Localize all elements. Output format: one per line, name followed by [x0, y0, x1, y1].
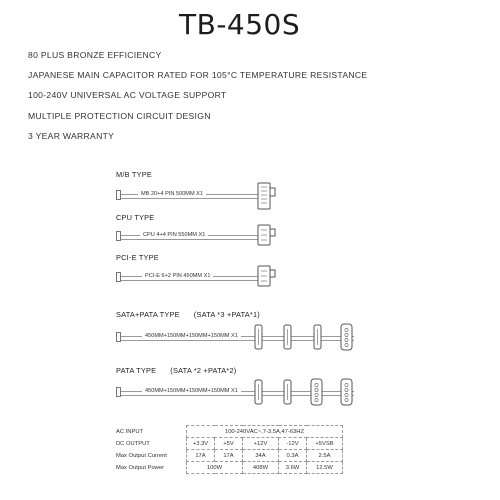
sata-connector-icon [313, 324, 323, 350]
cable-plug [116, 332, 121, 342]
pcie-type-heading: PCI-E TYPE [116, 253, 159, 262]
ac-input-value: 100-240VAC~,7-3.5A,47-63HZ [187, 426, 343, 438]
molex-connector-icon [310, 378, 324, 406]
pata-title: PATA TYPE [116, 366, 157, 375]
sata-connector-icon [283, 324, 293, 350]
current-cell: 2.5A [307, 450, 343, 462]
current-cell: 17A [187, 450, 215, 462]
cpu-cable [116, 231, 258, 241]
sata-pata-cable-label: 450MM+150MM+150MM+150MM X1 [142, 333, 241, 339]
table-row [116, 438, 343, 450]
sata-pata-title: SATA+PATA TYPE [116, 310, 180, 319]
power-cell: 3.6W [279, 462, 307, 474]
table-row [116, 426, 343, 438]
pata-cable-label: 450MM+150MM+150MM+150MM X1 [142, 388, 241, 394]
sata-connector-icon [254, 324, 264, 350]
dc-rail: -12V [279, 438, 307, 450]
feature-item: 100-240V UNIVERSAL AC VOLTAGE SUPPORT [28, 90, 227, 101]
pata-type-heading [116, 366, 236, 375]
mb-cable [116, 190, 258, 200]
mb-24pin-connector-icon [257, 182, 277, 210]
pcie-cable-label: PCI-E 6+2 PIN 450MM X1 [142, 273, 213, 279]
sata-pata-subtitle: (SATA *3 +PATA*1) [193, 310, 260, 319]
dc-rail: +12V [243, 438, 279, 450]
table-row [116, 450, 343, 462]
product-title: TB-450S [179, 8, 301, 41]
power-cell: 408W [243, 462, 279, 474]
feature-list [28, 49, 367, 150]
dc-output-label: DC OUTPUT [116, 440, 150, 447]
sata-connector-icon [254, 379, 264, 405]
cpu-cable-label: CPU 4+4 PIN 550MM X1 [140, 232, 208, 238]
power-cell: 100W [187, 462, 243, 474]
cable-plug [116, 231, 121, 241]
pcie-cable [116, 272, 258, 282]
ac-input-label: AC INPUT [116, 428, 144, 435]
feature-item: 3 YEAR WARRANTY [28, 130, 115, 141]
mb-cable-label: MB 20+4 PIN 500MM X1 [138, 191, 206, 197]
sata-connector-icon [283, 379, 293, 405]
feature-item: MULTIPLE PROTECTION CIRCUIT DESIGN [28, 110, 211, 121]
current-cell: 17A [215, 450, 243, 462]
max-current-label: Max Output Current [116, 452, 167, 459]
feature-item: 80 PLUS BRONZE EFFICIENCY [28, 50, 162, 60]
molex-connector-icon [340, 323, 354, 351]
pcie-8pin-connector-icon [257, 265, 277, 289]
feature-item: JAPANESE MAIN CAPACITOR RATED FOR 105°C TEMPERATURE RESISTANCE [28, 70, 368, 81]
cpu-type-heading: CPU TYPE [116, 213, 155, 222]
sata-pata-type-heading [116, 310, 260, 319]
dc-rail: +3.3V [187, 438, 215, 450]
spec-table [116, 425, 343, 474]
max-power-label: Max Output Power [116, 464, 165, 471]
cable-plug [116, 272, 121, 282]
cpu-8pin-connector-icon [257, 224, 277, 248]
power-cell: 12.5W [307, 462, 343, 474]
current-cell: 34A [243, 450, 279, 462]
current-cell: 0.3A [279, 450, 307, 462]
dc-rail: +5VSB [307, 438, 343, 450]
cable-plug [116, 190, 121, 200]
dc-rail: +5V [215, 438, 243, 450]
molex-connector-icon [340, 378, 354, 406]
pata-subtitle: (SATA *2 +PATA*2) [170, 366, 237, 375]
table-row [116, 462, 343, 474]
cable-plug [116, 387, 121, 397]
mb-type-heading: M/B TYPE [116, 170, 152, 179]
